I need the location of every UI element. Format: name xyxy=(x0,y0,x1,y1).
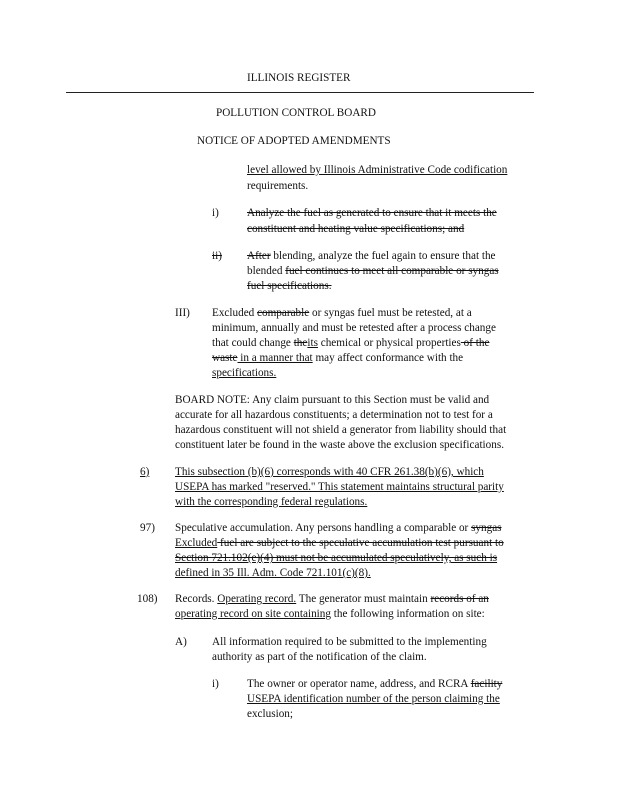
plain-text: blended xyxy=(247,265,286,277)
plain-text: that could change xyxy=(212,337,294,349)
item-ii-line-2 xyxy=(247,266,499,277)
strike-text: the xyxy=(293,337,308,349)
item-8-line-1 xyxy=(175,594,489,605)
strike-text: fuel continues to meet all comparable or syngas xyxy=(285,265,499,277)
item-ii-line-1 xyxy=(247,251,496,262)
item-III-line-4 xyxy=(212,353,463,364)
underline-text: Excluded xyxy=(175,537,218,549)
item-7-line-2 xyxy=(175,538,504,549)
item-ii-marker: ii) xyxy=(212,250,222,262)
underline-text: Operating record. xyxy=(217,593,297,605)
board-note-line-4: constituent later be found in the waste above the exclusion specifications. xyxy=(175,439,504,451)
item-6-line-3: with the corresponding federal regulations. xyxy=(175,496,368,508)
plain-text: Speculative accumulation. Any persons handling a comparable or xyxy=(175,522,472,534)
board-note-line-3: hazardous constituent will not shield a generator from liability should that xyxy=(175,424,507,436)
strike-text: of the xyxy=(460,337,490,349)
item-i-line-2: constituent and heating value specifications; and xyxy=(247,223,465,235)
item-ii-line-3: fuel specifications. xyxy=(247,280,332,292)
plain-text: blending, analyze the fuel again to ensure that the xyxy=(270,250,496,262)
item-Ai-marker: i) xyxy=(212,678,219,690)
item-III-line-5: specifications. xyxy=(212,367,277,379)
plain-text: the following information on site: xyxy=(330,608,485,620)
item-7-line-3: Section 721.102(e)(4) must not be accumulated speculatively, as such is xyxy=(175,552,498,564)
underline-text: operating record on site containing xyxy=(175,608,331,620)
plain-text: Records. xyxy=(175,593,218,605)
strike-text: syngas xyxy=(471,522,502,534)
item-7-line-1 xyxy=(175,523,502,534)
underline-text: in a manner that xyxy=(237,352,313,364)
plain-text: The generator must maintain xyxy=(296,593,431,605)
plain-text: The owner or operator name, address, and RCRA xyxy=(247,678,471,690)
plain-text: chemical or physical properties xyxy=(317,337,461,349)
item-III-line-3 xyxy=(212,338,489,349)
item-A-line-1: All information required to be submitted to the implementing xyxy=(212,636,487,648)
item-7-line-4: defined in 35 Ill. Adm. Code 721.101(c)(8). xyxy=(175,567,371,579)
item-Ai-line-1 xyxy=(247,679,502,690)
item-i-line-1: Analyze the fuel as generated to ensure that it meets the xyxy=(247,207,497,219)
plain-text: may affect conformance with the xyxy=(312,352,464,364)
strike-text: comparable xyxy=(257,307,310,319)
strike-text: facility xyxy=(470,678,503,690)
item-6-marker: 6) xyxy=(140,466,150,478)
item-7-marker: 97) xyxy=(140,522,155,534)
strike-text: fuel are subject to the speculative accumulation test pursuant to xyxy=(217,537,504,549)
underline-text: its xyxy=(307,337,318,349)
header-rule xyxy=(66,92,534,93)
item-III-line-2: minimum, annually and must be retested after a process change xyxy=(212,322,496,334)
item-8-line-2 xyxy=(175,609,485,620)
item-i-marker: i) xyxy=(212,207,219,219)
item-6-line-1: This subsection (b)(6) corresponds with 40 CFR 261.38(b)(6), which xyxy=(175,466,484,478)
board-title: POLLUTION CONTROL BOARD xyxy=(216,107,376,119)
item-A-marker: A) xyxy=(175,636,187,648)
strike-text: records of an xyxy=(430,593,489,605)
plain-text: Excluded xyxy=(212,307,258,319)
board-note-line-2: accurate for all hazardous constituents; a determination not to test for a xyxy=(175,409,493,421)
strike-text: After xyxy=(247,250,271,262)
item-Ai-line-2: USEPA identification number of the person claiming the xyxy=(247,693,500,705)
item-III-line-1 xyxy=(212,308,472,319)
register-title: ILLINOIS REGISTER xyxy=(247,72,351,84)
plain-text: or syngas fuel must be retested, at a xyxy=(309,307,472,319)
strike-text: waste xyxy=(212,352,238,364)
item-III-marker: III) xyxy=(175,307,190,319)
board-note-line-1: BOARD NOTE: Any claim pursuant to this Section must be valid and xyxy=(175,394,490,406)
notice-title: NOTICE OF ADOPTED AMENDMENTS xyxy=(197,135,391,147)
continuation-line-1: level allowed by Illinois Administrative Code codification xyxy=(247,164,508,176)
item-6-line-2: USEPA has marked "reserved." This statement maintains structural parity xyxy=(175,481,504,493)
item-Ai-line-3: exclusion; xyxy=(247,708,293,720)
item-8-marker: 108) xyxy=(137,593,158,605)
item-A-line-2: authority as part of the notification of the claim. xyxy=(212,651,427,663)
continuation-line-2: requirements. xyxy=(247,180,309,192)
